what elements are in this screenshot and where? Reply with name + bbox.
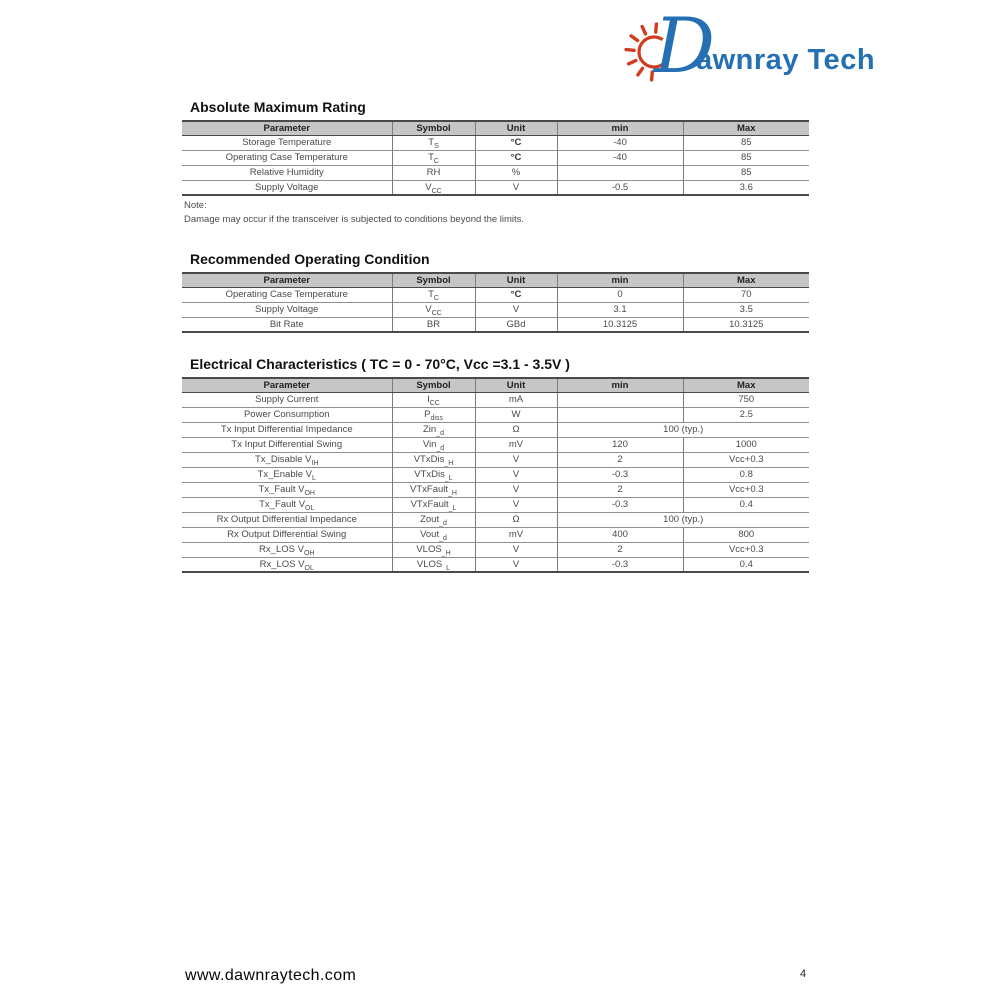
typ-span-cell: 100 (typ.) [557,512,809,527]
table-row [182,542,809,557]
note-label: Note: [184,200,207,211]
table-header-row [182,378,809,392]
footer-website: www.dawnraytech.com [185,967,357,984]
column-header-symbol: Symbol [392,121,475,135]
note-block [184,199,809,227]
table-row [182,452,809,467]
max-cell: 1000 [683,437,809,452]
unit-cell: mA [475,392,557,407]
max-cell: 85 [683,165,809,180]
max-cell: 10.3125 [683,317,809,332]
param-cell: Supply Current [182,392,392,407]
unit-cell: W [475,407,557,422]
max-cell: Vcc+0.3 [683,482,809,497]
unit-cell: V [475,497,557,512]
min-cell: -0.3 [557,467,683,482]
column-header-symbol: Symbol [392,273,475,287]
table-row [182,165,809,180]
max-cell: Vcc+0.3 [683,452,809,467]
table-row [182,180,809,195]
column-header-unit: Unit [475,378,557,392]
param-cell: Rx Output Differential Swing [182,527,392,542]
symbol-cell: $I_{CC}$ [392,392,475,407]
symbol-cell: $VLOS_{\_H}$ [392,542,475,557]
param-cell: Tx Input Differential Swing [182,437,392,452]
table-row [182,287,809,302]
table-row [182,482,809,497]
unit-cell: V [475,302,557,317]
column-header-unit: Unit [475,121,557,135]
symbol-cell: Vin$_{\_d}$ [392,437,475,452]
logo-initial: D [654,1,715,90]
symbol-cell: BR [392,317,475,332]
unit-cell: V [475,467,557,482]
param-cell: Storage Temperature [182,135,392,150]
param-cell: Rx_LOS $V_{OL}$ [182,557,392,572]
table-row [182,407,809,422]
section-title-recommended-operating-condition: Recommended Operating Condition [190,251,430,267]
symbol-cell: $T_C$ [392,287,475,302]
max-cell: 0.4 [683,497,809,512]
section-title-electrical-characteristics: Electrical Characteristics ( TC = 0 - 70°C, Vcc =3.1 - 3.5V ) [190,356,570,372]
min-cell [557,165,683,180]
min-cell: -40 [557,135,683,150]
param-cell: Operating Case Temperature [182,150,392,165]
symbol-cell: VTxFault$_{\_L}$ [392,497,475,512]
param-cell: Rx Output Differential Impedance [182,512,392,527]
param-cell: Tx_Disable $V_{IH}$ [182,452,392,467]
unit-cell: °C [475,135,557,150]
electrical-characteristics-table [182,377,809,573]
table-row [182,135,809,150]
unit-cell: Ω [475,512,557,527]
min-cell [557,392,683,407]
param-cell: Tx_Fault $V_{OH}$ [182,482,392,497]
logo-wordmark: awnray Tech [696,44,876,76]
min-cell: -40 [557,150,683,165]
table-header-row [182,273,809,287]
param-cell: Relative Humidity [182,165,392,180]
param-cell: Operating Case Temperature [182,287,392,302]
unit-cell: V [475,452,557,467]
symbol-cell: $V_{CC}$ [392,180,475,195]
symbol-cell: Vout$_{\_d}$ [392,527,475,542]
column-header-min: min [557,378,683,392]
min-cell [557,407,683,422]
min-cell: 2 [557,542,683,557]
max-cell: Vcc+0.3 [683,542,809,557]
section-title-absolute-maximum-rating: Absolute Maximum Rating [190,99,366,115]
table-row [182,497,809,512]
max-cell: 750 [683,392,809,407]
param-cell: Bit Rate [182,317,392,332]
table-row [182,437,809,452]
max-cell: 3.6 [683,180,809,195]
max-cell: 85 [683,135,809,150]
max-cell: 2.5 [683,407,809,422]
symbol-cell: VTxFault$_{\_H}$ [392,482,475,497]
unit-cell: Ω [475,422,557,437]
column-header-parameter: Parameter [182,378,392,392]
min-cell: 10.3125 [557,317,683,332]
table-header-row [182,121,809,135]
content-column [182,0,809,573]
symbol-cell: VTxDis$_{\_H}$ [392,452,475,467]
min-cell: -0.3 [557,557,683,572]
param-cell: Supply Voltage [182,180,392,195]
unit-cell: V [475,180,557,195]
min-cell: -0.5 [557,180,683,195]
symbol-cell: $T_S$ [392,135,475,150]
min-cell: 3.1 [557,302,683,317]
param-cell: Supply Voltage [182,302,392,317]
unit-cell: °C [475,287,557,302]
unit-cell: % [475,165,557,180]
column-header-unit: Unit [475,273,557,287]
column-header-max: Max [683,121,809,135]
min-cell: 2 [557,452,683,467]
column-header-min: min [557,121,683,135]
unit-cell: mV [475,437,557,452]
table-row [182,317,809,332]
absolute-maximum-rating-table [182,120,809,196]
recommended-operating-condition-table [182,272,809,333]
max-cell: 70 [683,287,809,302]
min-cell: 400 [557,527,683,542]
typ-span-cell: 100 (typ.) [557,422,809,437]
table-row [182,557,809,572]
min-cell: -0.3 [557,497,683,512]
note-text: Damage may occur if the transceiver is subjected to conditions beyond the limits. [184,214,525,225]
unit-cell: °C [475,150,557,165]
table-row [182,302,809,317]
symbol-cell: VTxDis$_{\_L}$ [392,467,475,482]
page-number: 4 [800,968,807,980]
column-header-max: Max [683,378,809,392]
max-cell: 0.4 [683,557,809,572]
symbol-cell: $P_{diss}$ [392,407,475,422]
column-header-parameter: Parameter [182,273,392,287]
param-cell: Tx_Enable $V_L$ [182,467,392,482]
max-cell: 0.8 [683,467,809,482]
symbol-cell: $VLOS_{\_L}$ [392,557,475,572]
unit-cell: V [475,482,557,497]
param-cell: Tx Input Differential Impedance [182,422,392,437]
column-header-parameter: Parameter [182,121,392,135]
column-header-symbol: Symbol [392,378,475,392]
symbol-cell: Zin$_{\_d}$ [392,422,475,437]
table-row [182,527,809,542]
max-cell: 3.5 [683,302,809,317]
max-cell: 800 [683,527,809,542]
unit-cell: mV [475,527,557,542]
column-header-max: Max [683,273,809,287]
column-header-min: min [557,273,683,287]
table-row [182,392,809,407]
min-cell: 2 [557,482,683,497]
unit-cell: GBd [475,317,557,332]
symbol-cell: RH [392,165,475,180]
table-row [182,467,809,482]
unit-cell: V [475,542,557,557]
unit-cell: V [475,557,557,572]
table-row [182,422,809,437]
param-cell: Tx_Fault $V_{OL}$ [182,497,392,512]
symbol-cell: $T_C$ [392,150,475,165]
table-row [182,150,809,165]
table-row [182,512,809,527]
param-cell: Rx_LOS $V_{OH}$ [182,542,392,557]
min-cell: 0 [557,287,683,302]
min-cell: 120 [557,437,683,452]
param-cell: Power Consumption [182,407,392,422]
symbol-cell: $V_{CC}$ [392,302,475,317]
symbol-cell: Zout$_{\_d}$ [392,512,475,527]
max-cell: 85 [683,150,809,165]
